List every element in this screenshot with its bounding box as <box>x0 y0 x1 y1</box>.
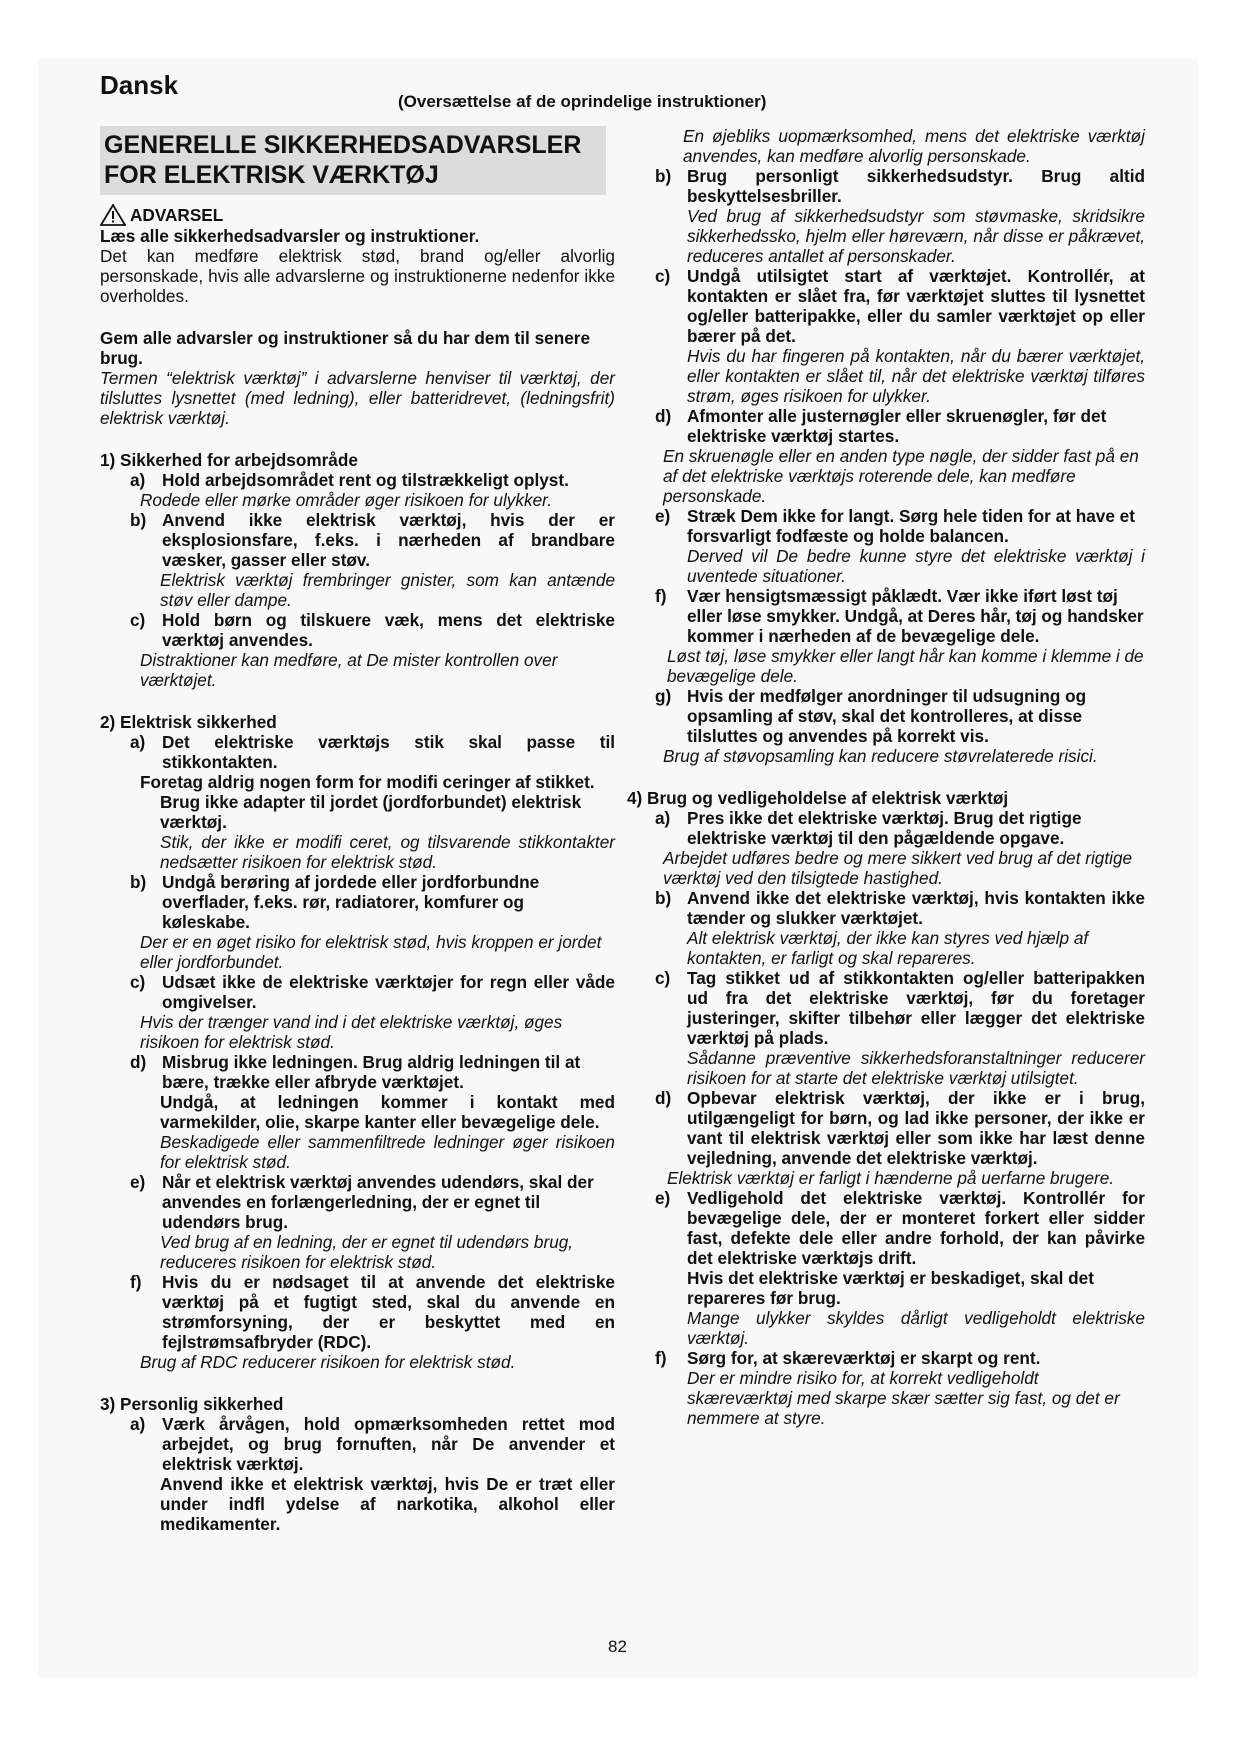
section-4-heading: 4) Brug og vedligeholdelse af elektrisk værktøj <box>627 788 1009 808</box>
item-extra: Foretag aldrig nogen form for modifi ceringer af stikket. <box>140 772 595 792</box>
section-2-heading: 2) Elektrisk sikkerhed <box>100 712 277 732</box>
left-column <box>100 126 615 1534</box>
list-item: f) Vær hensigtsmæssigt påklædt. Vær ikke iført løst tøj eller løse smykker. Undgå, at Deres hår, tøj og handsker kommer i nærheden af de bevægelige dele. <box>655 586 1144 646</box>
item-note: Alt elektrisk værktøj, der ikke kan styres ved hjælp af kontakten, er farligt og skal repareres. <box>687 928 1089 968</box>
item-note: Elektrisk værktøj er farligt i hænderne på uerfarne brugere. <box>667 1168 1115 1188</box>
item-extra: Undgå, at ledningen kommer i kontakt med varmekilder, olie, skarpe kanter eller bevægelige dele. <box>160 1092 615 1132</box>
item-note: En øjebliks uopmærksomhed, mens det elektriske værktøj anvendes, kan medføre alvorlig personskade. <box>683 126 1145 166</box>
list-item: b) Brug personligt sikkerhedsudstyr. Brug altid beskyttelsesbriller. <box>655 166 1145 206</box>
list-item: g) Hvis der medfølger anordninger til udsugning og opsamling af støv, skal det kontrolleres, at disse tilsluttes og anvendes på korrekt vis. <box>655 686 1087 746</box>
item-note: En skruenøgle eller en anden type nøgle, der sidder fast på en af det elektriske værktøjs roterende dele, kan medføre personskade. <box>663 446 1139 506</box>
item-note: Beskadigede eller sammenfiltrede ledninger øger risikoen for elektrisk stød. <box>160 1132 615 1172</box>
list-item: c) Undgå utilsigtet start af værktøjet. Kontrollér, at kontakten er slået fra, før værktøjet sluttes til lysnettet og/eller batteripakke, eller du samler værktøjet op eller bærer på det. <box>655 266 1145 346</box>
item-note: Hvis du har fingeren på kontakten, når du bærer værktøjet, eller kontakten er slået til, når det elektriske værktøj tilføres strøm, øges risikoen for ulykker. <box>687 346 1145 406</box>
warning-triangle-icon <box>100 204 126 226</box>
section-3-heading: 3) Personlig sikkerhed <box>100 1394 284 1414</box>
term-definition: Termen “elektrisk værktøj” i advarslerne henviser til værktøj, der tilsluttes lysnettet (med ledning), eller batteridrevet, (ledningsfrit) elektrisk værktøj. <box>100 368 615 428</box>
page-number: 82 <box>608 1637 627 1656</box>
right-column <box>627 126 1145 1428</box>
translation-subtitle: (Oversættelse af de oprindelige instruktioner) <box>398 92 767 111</box>
item-note: Mange ulykker skyldes dårligt vedligeholdt elektriske værktøj. <box>687 1308 1145 1348</box>
list-item: d) Misbrug ikke ledningen. Brug aldrig ledningen til at bære, trække eller afbryde værktøjet. <box>130 1052 581 1092</box>
item-extra: Anvend ikke et elektrisk værktøj, hvis De er træt eller under indfl ydelse af narkotika, alkohol eller medikamenter. <box>160 1474 615 1534</box>
list-item: e) Stræk Dem ikke for langt. Sørg hele tiden for at have et forsvarligt fodfæste og holde balancen. <box>655 506 1135 546</box>
keep-instructions: Gem alle advarsler og instruktioner så du har dem til senere brug. <box>100 328 591 368</box>
list-item: b) Anvend ikke elektrisk værktøj, hvis der er eksplosionsfare, f.eks. i nærheden af brandbare væsker, gasser eller støv. <box>130 510 615 570</box>
list-item: a) Hold arbejdsområdet rent og tilstrækkeligt oplyst. <box>130 470 569 490</box>
list-item: f) Hvis du er nødsaget til at anvende det elektriske værktøj på et fugtigt sted, skal du anvende en strømforsyning, der er beskyttet med en fejlstrømsafbryder (RDC). <box>130 1272 615 1352</box>
item-note: Hvis der trænger vand ind i det elektriske værktøj, øges risikoen for elektrisk stød. <box>140 1012 563 1052</box>
list-item: c) Hold børn og tilskuere væk, mens det elektriske værktøj anvendes. <box>130 610 615 650</box>
item-note: Løst tøj, løse smykker eller langt hår kan komme i klemme i de bevægelige dele. <box>667 646 1144 686</box>
item-note: Stik, der ikke er modifi ceret, og tilsvarende stikkontakter nedsætter risikoen for elektrisk stød. <box>160 832 615 872</box>
item-note: Der er en øget risiko for elektrisk stød, hvis kroppen er jordet eller jordforbundet. <box>140 932 602 972</box>
item-note: Ved brug af en ledning, der er egnet til udendørs brug, reduceres risikoen for elektrisk stød. <box>160 1232 574 1272</box>
list-item: b) Anvend ikke det elektriske værktøj, hvis kontakten ikke tænder og slukker værktøjet. <box>655 888 1145 928</box>
item-note: Derved vil De bedre kunne styre det elektriske værktøj i uventede situationer. <box>687 546 1145 586</box>
item-note: Sådanne præventive sikkerhedsforanstaltninger reducerer risikoen for at starte det elektriske værktøj utilsigtet. <box>687 1048 1145 1088</box>
warning-lead: Læs alle sikkerhedsadvarsler og instruktioner. <box>100 226 480 246</box>
list-item: a) Værk årvågen, hold opmærksomheden rettet mod arbejdet, og brug fornuften, når De anvender et elektrisk værktøj. <box>130 1414 615 1474</box>
list-item: d) Afmonter alle justernøgler eller skruenøgler, før det elektriske værktøj startes. <box>655 406 1107 446</box>
list-item: f) Sørg for, at skæreværktøj er skarpt og rent. <box>655 1348 1041 1368</box>
list-item: c) Tag stikket ud af stikkontakten og/eller batteripakken ud fra det elektriske værktøj, før du foretager justeringer, skifter tilbehør eller lægger det elektriske værktøj på plads. <box>655 968 1145 1048</box>
item-note: Brug af støvopsamling kan reducere støvrelaterede risici. <box>663 746 1098 766</box>
item-note: Der er mindre risiko for, at korrekt vedligeholdt skæreværktøj med skarpe skær sætter sig fast, og det er nemmere at styre. <box>687 1368 1120 1428</box>
warning-heading <box>100 204 615 226</box>
section-1-heading: 1) Sikkerhed for arbejdsområde <box>100 450 358 470</box>
list-item: e) Når et elektrisk værktøj anvendes udendørs, skal der anvendes en forlængerledning, der er egnet til udendørs brug. <box>130 1172 594 1232</box>
item-note: Elektrisk værktøj frembringer gnister, som kan antænde støv eller dampe. <box>160 570 615 610</box>
list-item: e) Vedligehold det elektriske værktøj. Kontrollér for bevægelige dele, der er monteret forkert eller sidder fast, defekte dele eller andre forhold, der kan påvirke det elektriske værktøjs drift. <box>655 1188 1145 1268</box>
warning-text: Det kan medføre elektrisk stød, brand og/eller alvorlig personskade, hvis alle advarslerne og instruktionerne nedenfor ikke overholdes. <box>100 246 615 306</box>
list-item: a) Det elektriske værktøjs stik skal passe til stikkontakten. <box>130 732 615 772</box>
item-note: Ved brug af sikkerhedsudstyr som støvmaske, skridsikre sikkerhedssko, hjelm eller høreværn, når disse er påkrævet, reduceres antallet af personskader. <box>687 206 1145 266</box>
language-heading: Dansk <box>100 70 179 100</box>
list-item: d) Opbevar elektrisk værktøj, der ikke er i brug, utilgængeligt for børn, og lad ikke personer, der ikke er vant til elektrisk værktøj eller som ikke har læst denne vejledning, anvende det elektriske værktøj. <box>655 1088 1145 1168</box>
item-note: Distraktioner kan medføre, at De mister kontrollen over værktøjet. <box>140 650 558 690</box>
item-note: Brug af RDC reducerer risikoen for elektrisk stød. <box>140 1352 516 1372</box>
warning-label: ADVARSEL <box>130 205 224 225</box>
item-note: Rodede eller mørke områder øger risikoen for ulykker. <box>140 490 553 510</box>
list-item: b) Undgå berøring af jordede eller jordforbundne overflader, f.eks. rør, radiatorer, komfurer og køleskabe. <box>130 872 540 932</box>
item-extra: Hvis det elektriske værktøj er beskadiget, skal det repareres før brug. <box>687 1268 1094 1308</box>
list-item: c) Udsæt ikke de elektriske værktøjer for regn eller våde omgivelser. <box>130 972 615 1012</box>
section-title: GENERELLE SIKKERHEDSADVARSLER FOR ELEKTRISK VÆRKTØJ <box>100 126 606 195</box>
list-item: a) Pres ikke det elektriske værktøj. Brug det rigtige elektriske værktøj til den pågældende opgave. <box>655 808 1082 848</box>
item-extra: Brug ikke adapter til jordet (jordforbundet) elektrisk værktøj. <box>160 792 582 832</box>
item-note: Arbejdet udføres bedre og mere sikkert ved brug af det rigtige værktøj ved den tilsigtede hastighed. <box>663 848 1133 888</box>
